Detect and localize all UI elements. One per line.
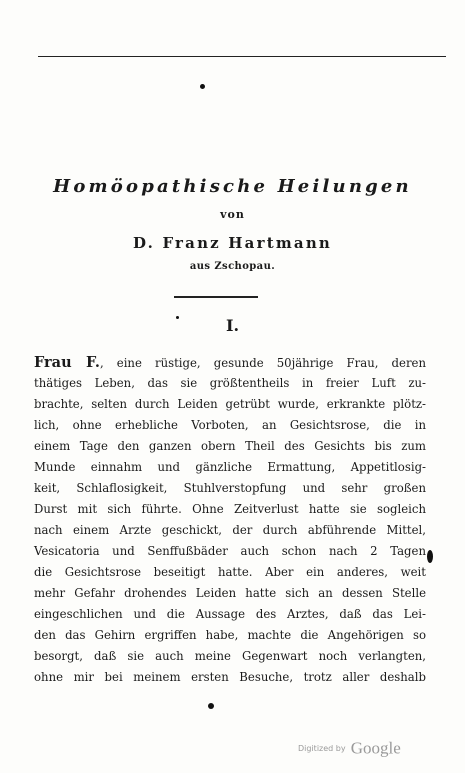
body-text [34,352,426,688]
text-line: Durst mit sich führte. Ohne Zeitverlust hatte sie sogleich [34,502,426,516]
ink-speck [427,550,433,563]
text-line: thätiges Leben, das sie größtentheils in freier Luft zu- [34,376,426,390]
section-divider [174,296,258,298]
top-rule [38,56,446,57]
ink-speck [200,84,205,89]
text-line: die Gesichtsrose beseitigt hatte. Aber ein anderes, weit [34,565,426,579]
section-number: I. [225,316,240,335]
text-line: besorgt, daß sie auch meine Gegenwart noch verlangten, [34,649,426,663]
digitized-by-label: Digitized by [298,744,346,753]
google-logo: Google [350,738,401,758]
text-line: Frau F., eine rüstige, gesunde 50jährige Frau, deren [34,354,426,371]
text-line: keit, Schlaflosigkeit, Stuhlverstopfung und sehr großen [34,481,426,495]
byline-von: von [220,208,245,221]
text-line: brachte, selten durch Leiden getrübt wurde, erkrankte plötz- [34,397,426,411]
text-line: ohne mir bei meinem ersten Besuche, trotz aller deshalb [34,670,426,684]
text-line: den das Gehirn ergriffen habe, machte die Angehörigen so [34,628,426,642]
text-line: einem Tage den ganzen obern Theil des Gesichts bis zum [34,439,426,453]
text-line: nach einem Arzte geschickt, der durch abführende Mittel, [34,523,426,537]
author-origin: aus Zschopau. [189,261,276,272]
opening-words: Frau F. [34,354,100,371]
text-line: Vesicatoria und Senffußbäder auch schon nach 2 Tagen [34,544,426,558]
text-line: eingeschlichen und die Aussage des Arztes, daß das Lei- [34,607,426,621]
ink-speck [208,703,214,709]
text-line: mehr Gefahr drohendes Leiden hatte sich an dessen Stelle [34,586,426,600]
text-line: lich, ohne erhebliche Vorboten, an Gesichtsrose, die in [34,418,426,432]
digitization-watermark [298,738,401,759]
text-line: Munde einnahm und gänzliche Ermattung, Appetitlosig- [34,460,426,474]
author-name: D. Franz Hartmann [132,234,333,252]
page-title: Homöopathische Heilungen [53,176,412,197]
